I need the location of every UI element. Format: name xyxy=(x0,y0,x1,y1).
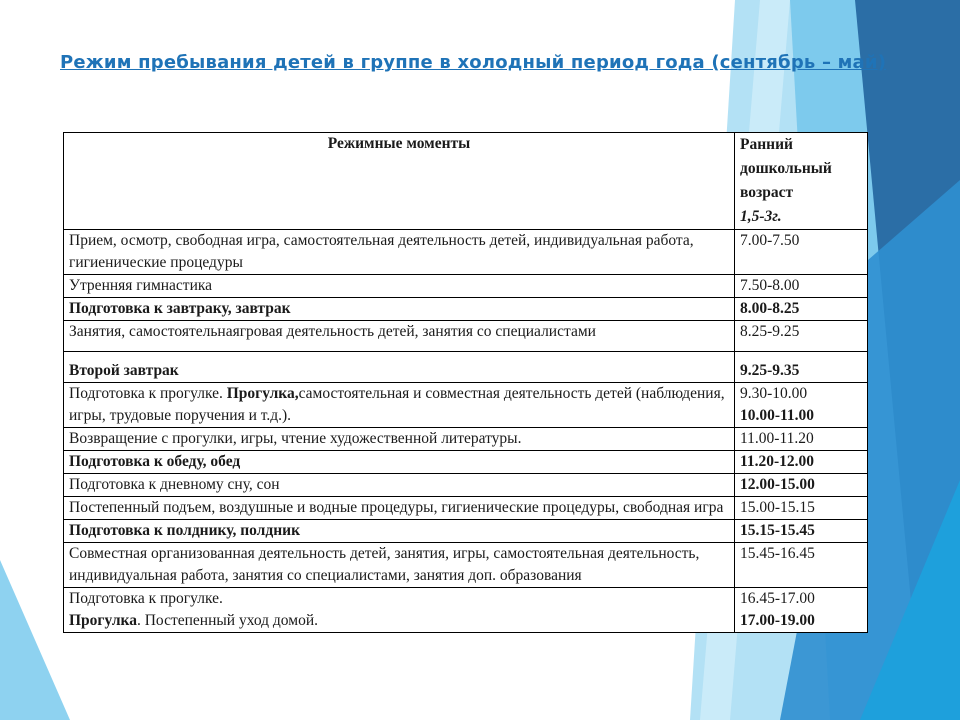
time-value: 9.30-10.00 xyxy=(740,385,808,402)
table-header-row xyxy=(64,133,868,230)
activity-text: самостоятельная и совместная деятельность детей (наблюдения, игры, трудовые поручения и т.д.). xyxy=(69,385,725,424)
activity-cell: Подготовка к дневному сну, сон xyxy=(64,474,735,497)
header-age-range: 1,5-3г. xyxy=(740,208,782,225)
time-value: 10.00-11.00 xyxy=(740,407,815,424)
table-row xyxy=(64,298,868,321)
time-cell: 15.45-16.45 xyxy=(735,543,868,588)
table-row xyxy=(64,383,868,428)
activity-text-bold: Прогулка xyxy=(69,612,137,629)
table-row xyxy=(64,451,868,474)
time-cell: 8.25-9.25 xyxy=(735,321,868,352)
time-cell xyxy=(735,383,868,428)
table-row xyxy=(64,230,868,275)
table-row xyxy=(64,588,868,633)
time-value: 16.45-17.00 xyxy=(740,590,815,607)
activity-cell: Подготовка к обеду, обед xyxy=(64,451,735,474)
time-cell: 12.00-15.00 xyxy=(735,474,868,497)
table-row xyxy=(64,497,868,520)
time-cell: 15.15-15.45 xyxy=(735,520,868,543)
time-cell: 11.00-11.20 xyxy=(735,428,868,451)
time-cell: 9.25-9.35 xyxy=(735,352,868,383)
activity-text: Подготовка к прогулке. xyxy=(69,385,227,402)
activity-cell: Постепенный подъем, воздушные и водные процедуры, гигиенические процедуры, свободная игра xyxy=(64,497,735,520)
activity-text xyxy=(69,610,729,632)
time-cell xyxy=(735,588,868,633)
header-age-group xyxy=(735,133,868,230)
time-cell: 7.50-8.00 xyxy=(735,275,868,298)
time-value: 17.00-19.00 xyxy=(740,612,815,629)
header-age-line: Ранний xyxy=(740,136,793,153)
table-row xyxy=(64,352,868,383)
activity-cell: Подготовка к полднику, полдник xyxy=(64,520,735,543)
activity-cell: Утренняя гимнастика xyxy=(64,275,735,298)
activity-cell xyxy=(64,588,735,633)
activity-cell: Занятия, самостоятельнаягровая деятельность детей, занятия со специалистами xyxy=(64,321,735,352)
page-title[interactable]: Режим пребывания детей в группе в холодный период года (сентябрь – май) xyxy=(60,52,887,73)
table-row xyxy=(64,543,868,588)
activity-cell: Второй завтрак xyxy=(64,352,735,383)
time-cell: 8.00-8.25 xyxy=(735,298,868,321)
schedule-table xyxy=(63,132,868,633)
activity-cell: Возвращение с прогулки, игры, чтение художественной литературы. xyxy=(64,428,735,451)
table-row xyxy=(64,428,868,451)
table-row xyxy=(64,275,868,298)
header-age-line: возраст xyxy=(740,184,794,201)
activity-text: . Постепенный уход домой. xyxy=(136,612,318,629)
activity-cell: Совместная организованная деятельность детей, занятия, игры, самостоятельная деятельность, индивидуальная работа, занятия со специалистами, занятия доп. образования xyxy=(64,543,735,588)
header-age-line: дошкольный xyxy=(740,160,832,177)
activity-text: Подготовка к прогулке. xyxy=(69,590,223,607)
time-cell: 7.00-7.50 xyxy=(735,230,868,275)
bg-stripe-bottom-left xyxy=(0,560,70,720)
header-activities: Режимные моменты xyxy=(64,133,735,230)
table-row xyxy=(64,520,868,543)
time-cell: 11.20-12.00 xyxy=(735,451,868,474)
activity-cell xyxy=(64,383,735,428)
activity-cell: Прием, осмотр, свободная игра, самостоятельная деятельность детей, индивидуальная работа, гигиенические процедуры xyxy=(64,230,735,275)
activity-text-bold: Прогулка, xyxy=(226,385,299,402)
time-cell: 15.00-15.15 xyxy=(735,497,868,520)
table-row xyxy=(64,321,868,352)
table-row xyxy=(64,474,868,497)
activity-cell: Подготовка к завтраку, завтрак xyxy=(64,298,735,321)
